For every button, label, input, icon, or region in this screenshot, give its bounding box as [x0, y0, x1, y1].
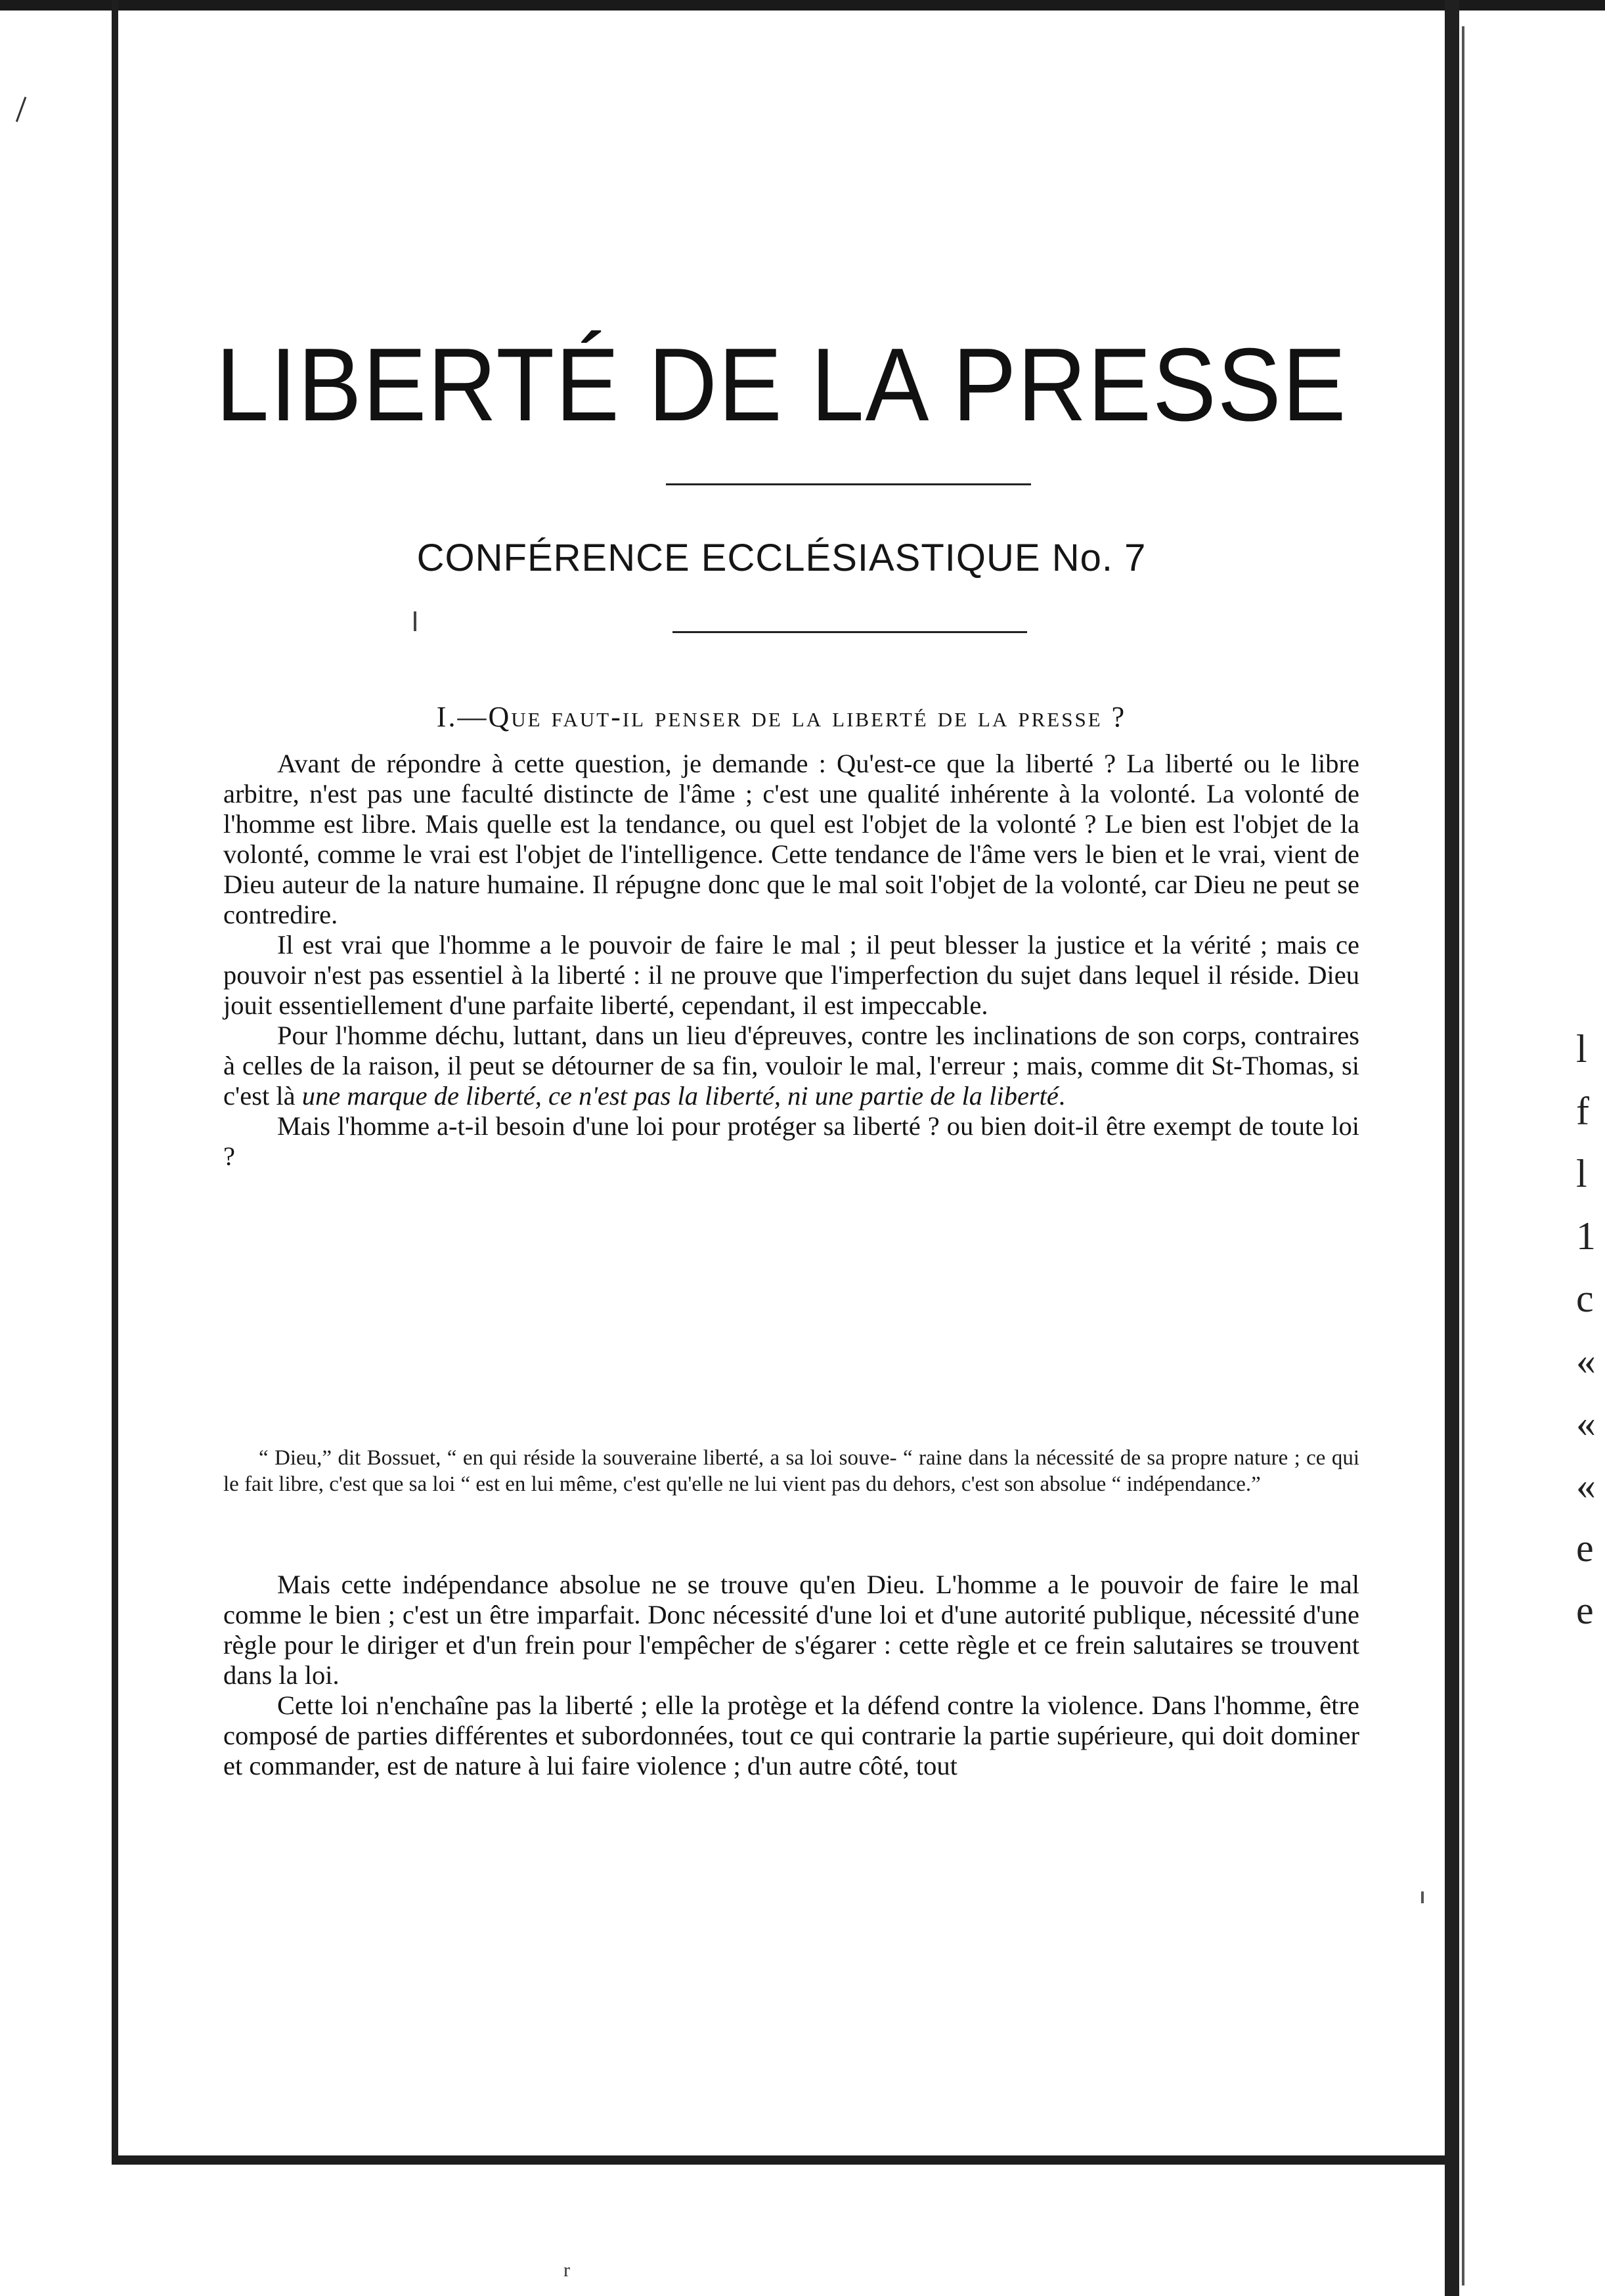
scan-speck	[16, 97, 39, 126]
body-paragraph: Il est vrai que l'homme a le pouvoir de faire le mal ; il peut blesser la justice et la vérité ; mais ce pouvoir n'est pas essentiel à la liberté : il ne prouve que l'imperfection du sujet dans lequel il réside. Dieu jouit essentiellement d'une parfaite liberté, cependant, il est impeccable.	[223, 930, 1359, 1020]
body-paragraph: Mais l'homme a-t-il besoin d'une loi pour protéger sa liberté ? ou bien doit-il être exempt de toute loi ?	[223, 1111, 1359, 1171]
block-quote	[223, 1445, 1359, 1497]
italic-quote: une marque de liberté, ce n'est pas la liberté, ni une partie de la liberté	[301, 1081, 1059, 1111]
section-heading: I.—Que faut-il penser de la liberté de la presse ?	[436, 701, 1127, 733]
scan-frame-right-inner	[1462, 26, 1464, 2285]
document-subtitle: CONFÉRENCE ECCLÉSIASTIQUE No. 7	[416, 537, 1147, 579]
body-paragraph	[223, 1021, 1359, 1111]
scan-frame-right	[1445, 0, 1459, 2296]
body-paragraph: Cette loi n'enchaîne pas la liberté ; elle la protège et la défend contre la violence. Dans l'homme, être composé de parties différentes et subordonnées, tout ce qui contrarie la partie supérieure, qui doit dominer et commander, est de nature à lui faire violence ; d'un autre côté, tout	[223, 1690, 1359, 1780]
paragraph-text: .	[1058, 1081, 1066, 1111]
quote-text: “ Dieu,” dit Bossuet, “ en qui réside la souveraine liberté, a sa loi souve- “ raine dans la nécessité de sa propre nature ; ce qui le fait libre, c'est que sa loi “ est en lui même, c'est qu'elle ne lui vient pas du dehors, c'est son absolue “ indépendance.”	[223, 1446, 1359, 1496]
body-paragraph: Mais cette indépendance absolue ne se trouve qu'en Dieu. L'homme a le pouvoir de faire le mal comme le bien ; c'est un être imparfait. Donc nécessité d'une loi et d'une autorité publique, nécessité d'une règle pour le diriger et d'un frein pour l'empêcher de s'égarer : cette règle et ce frein salutaires se trouvent dans la loi.	[223, 1570, 1359, 1690]
subtitle-rule	[672, 631, 1027, 633]
print-mark	[414, 611, 416, 631]
bottom-print-mark: r	[563, 2259, 570, 2281]
scan-frame-left	[112, 0, 118, 2161]
scan-frame-bottom	[112, 2155, 1458, 2165]
body-block-2	[223, 1570, 1359, 1781]
title-rule	[666, 483, 1031, 485]
scan-frame-top	[0, 0, 1605, 11]
body-block-1	[223, 749, 1359, 1172]
document-title: LIBERTÉ DE LA PRESSE	[215, 327, 1348, 443]
scan-speck	[1421, 1891, 1424, 1903]
adjacent-page-edge-glyphs: l f l 1 c « « « e e	[1576, 1027, 1596, 1632]
body-paragraph: Avant de répondre à cette question, je demande : Qu'est-ce que la liberté ? La liberté ou le libre arbitre, n'est pas une faculté distincte de l'âme ; c'est une qualité inhérente à la volonté. La volonté de l'homme est libre. Mais quelle est la tendance, ou quel est l'objet de la volonté ? Le bien est l'objet de la volonté, comme le vrai est l'objet de l'intelligence. Cette tendance de l'âme vers le bien et le vrai, vient de Dieu auteur de la nature humaine. Il répugne donc que le mal soit l'objet de la volonté, car Dieu ne peut se contredire.	[223, 749, 1359, 929]
paragraph-text: Pour l'homme déchu, luttant, dans un lieu d'épreuves, contre les inclinations de son corps, contraires à celles de la raison, il peut se détourner de sa fin, vouloir le mal, l'erreur ; mais, comme dit St-Thomas, si c'est là	[223, 1021, 1359, 1111]
